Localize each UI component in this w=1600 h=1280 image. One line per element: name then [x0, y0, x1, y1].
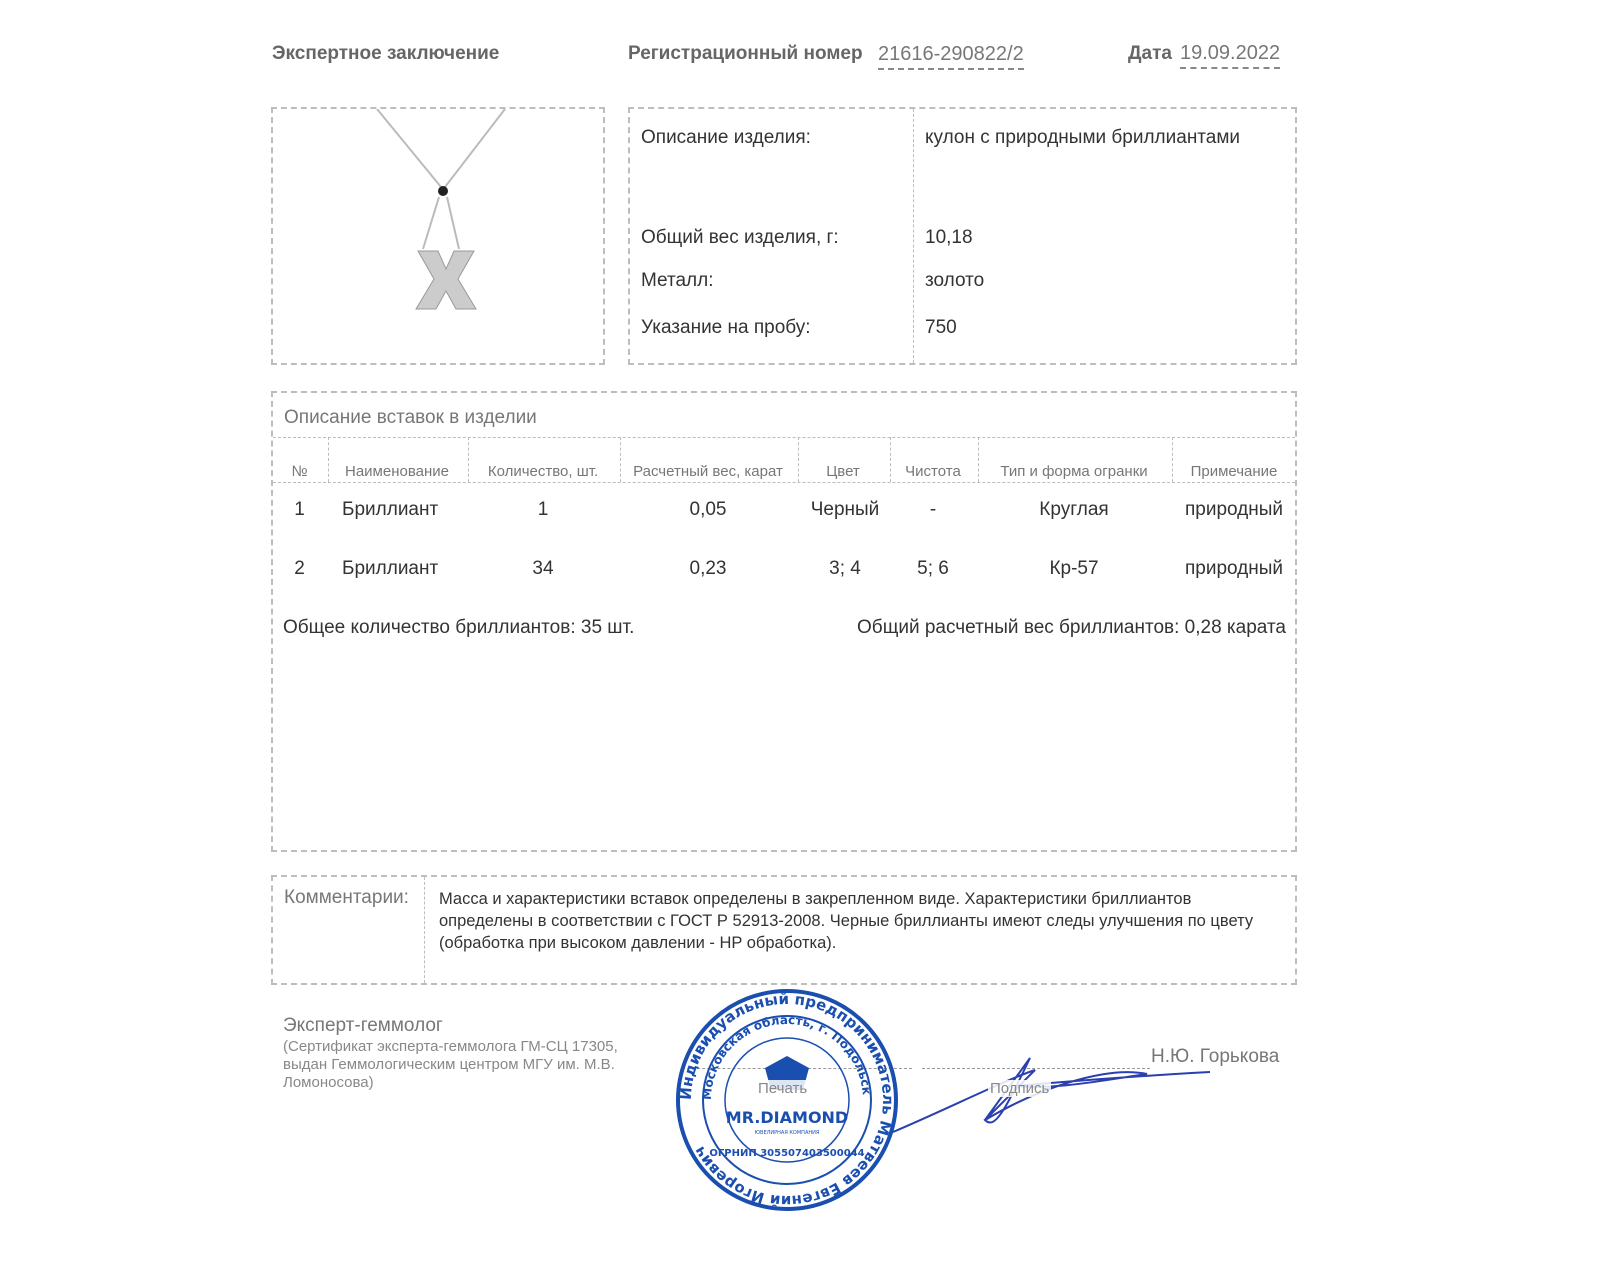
reg-number-label: Регистрационный номер — [628, 43, 863, 64]
col-quantity: Количество, шт. — [487, 463, 599, 480]
col-color: Цвет — [826, 463, 860, 480]
company-stamp — [675, 988, 900, 1213]
inserts-title: Описание вставок в изделии — [284, 407, 537, 428]
stamp-brand: MR.DIAMOND — [725, 1108, 849, 1127]
comments-label: Комментарии: — [284, 887, 409, 908]
cell: 0,05 — [689, 499, 727, 520]
weight-value: 10,18 — [925, 227, 973, 248]
col-clarity: Чистота — [905, 463, 961, 480]
expert-name: Н.Ю. Горькова — [1151, 1046, 1280, 1067]
hallmark-label: Указание на пробу: — [641, 317, 811, 338]
stamp-ogrnip: ОГРНИП 305507403500044 — [709, 1148, 865, 1159]
cell: Круглая — [1039, 499, 1109, 520]
signature-label: Подпись — [990, 1080, 1050, 1097]
col-name: Наименование — [345, 463, 449, 480]
total-count: Общее количество бриллиантов: 35 шт. — [283, 617, 635, 638]
comments-text: Масса и характеристики вставок определены в закрепленном виде. Характеристики бриллиантов определены в соответствии с ГОСТ Р 52913-2008. Черные бриллианты имеют следы улучшения по цвету (обработка при высоком давлении - HP обработка). — [439, 890, 1254, 952]
date-value: 19.09.2022 — [1180, 42, 1280, 69]
description-label: Описание изделия: — [641, 127, 811, 148]
cell: Бриллиант — [342, 558, 439, 579]
stamp-outer-text: Индивидуальный предприниматель Матвеев Евгений Игоревич — [676, 989, 898, 1211]
metal-value: золото — [925, 270, 985, 291]
date-label: Дата — [1128, 43, 1172, 64]
col-note: Примечание — [1190, 463, 1278, 480]
cell: 2 — [294, 558, 305, 579]
stamp-sub: ЮВЕЛИРНАЯ КОМПАНИЯ — [754, 1130, 820, 1136]
cell: Бриллиант — [342, 499, 439, 520]
cell: - — [929, 499, 937, 520]
reg-number-value: 21616-290822/2 — [878, 43, 1024, 70]
col-weight: Расчетный вес, карат — [633, 463, 783, 480]
stamp-label: Печать — [758, 1080, 808, 1097]
metal-label: Металл: — [641, 270, 714, 291]
description-value: кулон с природными бриллиантами — [925, 127, 1241, 148]
expert-title: Эксперт-геммолог — [283, 1015, 443, 1036]
cell: Кр-57 — [1049, 558, 1099, 579]
stamp-inner-text: Московская область, г. Подольск — [699, 1012, 874, 1101]
cell: 34 — [532, 558, 554, 579]
cell: 0,23 — [689, 558, 727, 579]
weight-label: Общий вес изделия, г: — [641, 227, 839, 248]
col-number: № — [291, 463, 308, 480]
cell: Черный — [810, 499, 880, 520]
cell: 1 — [294, 499, 305, 520]
col-cut: Тип и форма огранки — [1000, 463, 1148, 480]
cell: природный — [1184, 558, 1284, 579]
comments-box — [271, 875, 1297, 985]
cell: 3; 4 — [829, 558, 861, 579]
pendant-letter-x-icon — [273, 109, 603, 363]
document-title: Экспертное заключение — [272, 43, 500, 64]
cell: 1 — [537, 499, 549, 520]
total-weight: Общий расчетный вес бриллиантов: 0,28 карата — [857, 617, 1286, 638]
expert-certificate: (Сертификат эксперта-геммолога ГМ-СЦ 17305, выдан Геммологическим центром МГУ им. М.В. Ломоносова) — [283, 1038, 618, 1091]
product-image-box — [271, 107, 605, 365]
cell: природный — [1184, 499, 1284, 520]
cell: 5; 6 — [917, 558, 949, 579]
hallmark-value: 750 — [925, 317, 957, 338]
product-info-box — [628, 107, 1297, 365]
